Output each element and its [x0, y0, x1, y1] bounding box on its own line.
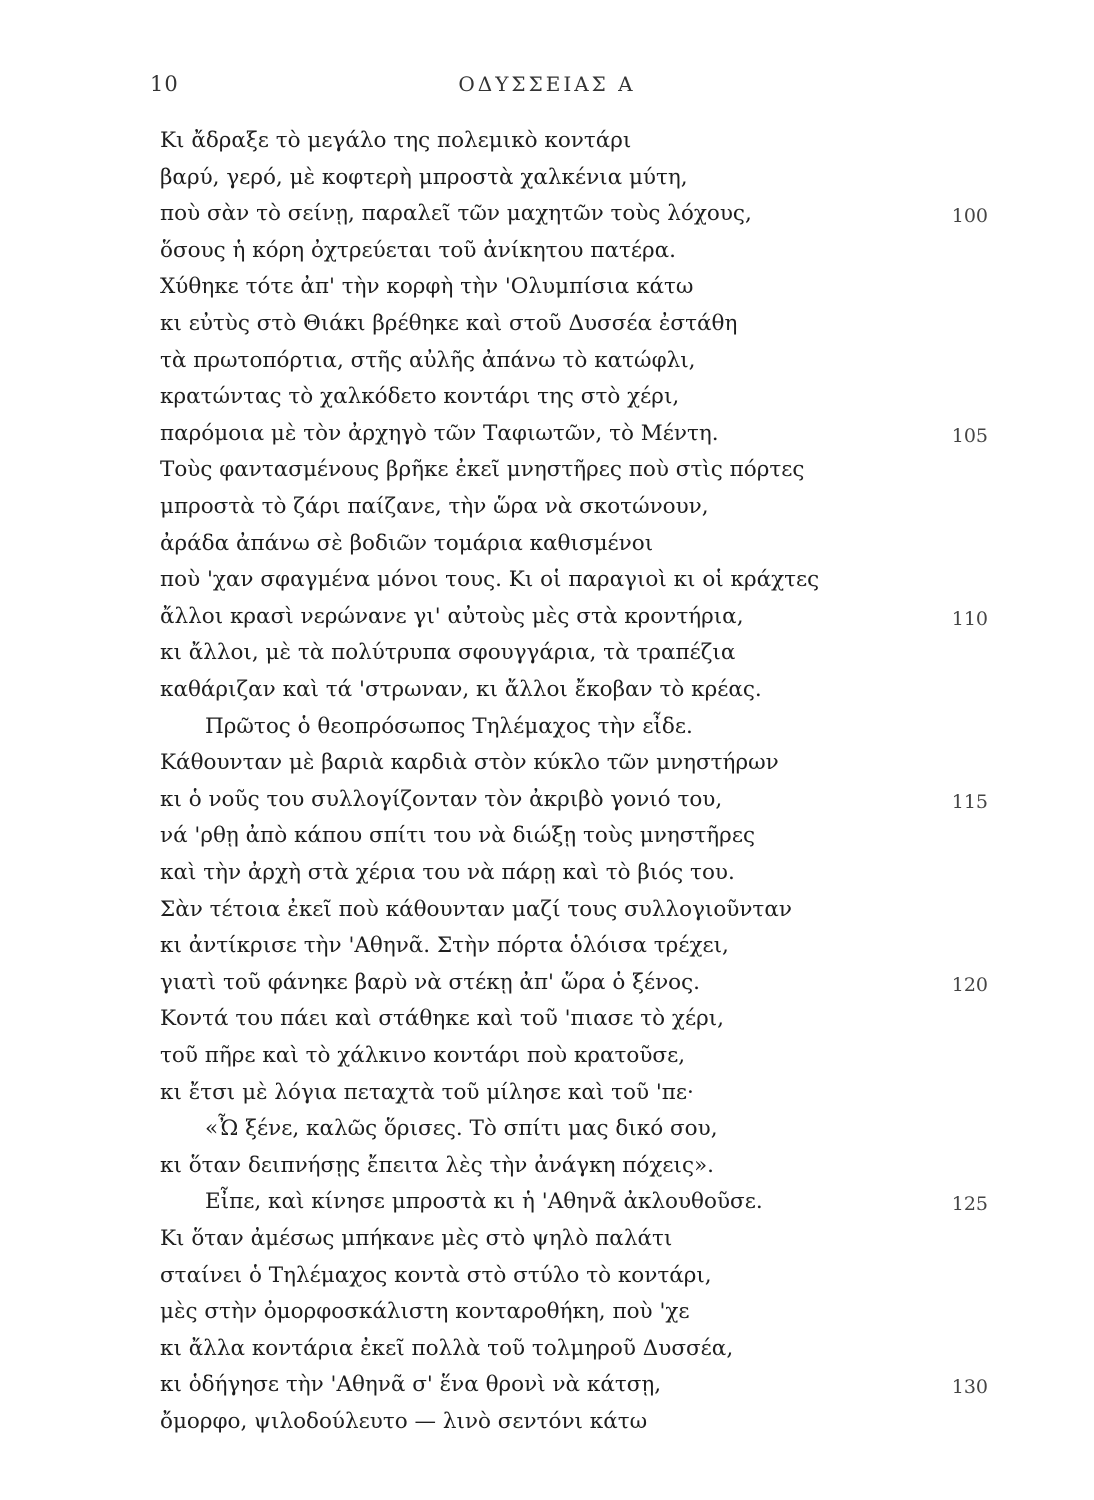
verse-line: βαρύ, γερό, μὲ κοφτερὴ μπροστὰ χαλκένια μύτη,	[160, 164, 688, 190]
verse-line: ἄλλοι κρασὶ νερώνανε γι' αὐτοὺς μὲς στὰ κροντήρια,	[160, 603, 744, 629]
line-number: 100	[951, 205, 988, 228]
verse-line: «Ὦ ξένε, καλῶς ὅρισες. Τὸ σπίτι μας δικό σου,	[205, 1116, 718, 1142]
verse-line: τοῦ πῆρε καὶ τὸ χάλκινο κοντάρι ποὺ κρατοῦσε,	[160, 1043, 686, 1068]
verse-line: κι ἄλλοι, μὲ τὰ πολύτρυπα σφουγγάρια, τὰ τραπέζια	[160, 640, 736, 666]
verse-line: Κοντά του πάει καὶ στάθηκε καὶ τοῦ 'πιασε τὸ χέρι,	[160, 1006, 725, 1032]
verse-line: ὄμορφο, ψιλοδούλευτο — λινὸ σεντόνι κάτω	[160, 1409, 648, 1434]
verse-line: καὶ τὴν ἀρχὴ στὰ χέρια του νὰ πάρῃ καὶ τὸ βιός του.	[160, 860, 735, 885]
verse-line: ποὺ 'χαν σφαγμένα μόνοι τους. Κι οἱ παραγιοὶ κι οἱ κράχτες	[160, 567, 820, 593]
verse-line: Χύθηκε τότε ἀπ' τὴν κορφὴ τὴν 'Ολυμπίσια κάτω	[160, 274, 694, 300]
verse-line: κρατώντας τὸ χαλκόδετο κοντάρι της στὸ χέρι,	[160, 384, 680, 410]
line-number: 105	[951, 424, 988, 447]
verse-line: κι ἔτσι μὲ λόγια πεταχτὰ τοῦ μίλησε καὶ τοῦ 'πε·	[160, 1079, 694, 1105]
verse-line: Κι ὅταν ἀμέσως μπήκανε μὲς στὸ ψηλὸ παλάτι	[160, 1226, 673, 1251]
verse-line: ἀράδα ἀπάνω σὲ βοδιῶν τομάρια καθισμένοι	[160, 530, 654, 556]
verse-line: κι ἄλλα κοντάρια ἐκεῖ πολλὰ τοῦ τολμηροῦ Δυσσέα,	[160, 1335, 734, 1361]
verse-line: νά 'ρθῃ ἀπὸ κάπου σπίτι του νὰ διώξῃ τοὺς μνηστῆρες	[160, 823, 755, 849]
verse-line: μὲς στὴν ὀμορφοσκάλιστη κονταροθήκη, ποὺ 'χε	[160, 1299, 690, 1325]
verse-line: Κι ἄδραξε τὸ μεγάλο της πολεμικὸ κοντάρι	[160, 128, 632, 153]
verse-line: κι ὁ νοῦς του συλλογίζονταν τὸν ἀκριβὸ γονιό του,	[160, 786, 723, 812]
line-number: 125	[951, 1193, 988, 1216]
verse-line: ποὺ σὰν τὸ σείνῃ, παραλεῖ τῶν μαχητῶν τοὺς λόχους,	[160, 201, 752, 227]
line-number: 115	[951, 790, 988, 813]
line-number: 110	[951, 607, 988, 630]
verse-line: Σὰν τέτοια ἐκεῖ ποὺ κάθουνταν μαζί τους συλλογιοῦνταν	[160, 896, 792, 922]
verse-line: Τοὺς φαντασμένους βρῆκε ἐκεῖ μνηστῆρες ποὺ στὶς πόρτες	[160, 457, 805, 483]
page-number: 10	[150, 72, 179, 96]
verse-line: μπροστὰ τὸ ζάρι παίζανε, τὴν ὥρα νὰ σκοτώνουν,	[160, 494, 709, 519]
verse-line: γιατὶ τοῦ φάνηκε βαρὺ νὰ στέκῃ ἀπ' ὥρα ὁ ξένος.	[160, 969, 700, 995]
verse-line: κι ὁδήγησε τὴν 'Αθηνᾶ σ' ἕνα θρονὶ νὰ κάτσῃ,	[160, 1372, 662, 1398]
verse-line: κι εὐτὺς στὸ Θιάκι βρέθηκε καὶ στοῦ Δυσσέα ἐστάθη	[160, 311, 738, 336]
verse-line: κι ὅταν δειπνήσῃς ἔπειτα λὲς τὴν ἀνάγκη πόχεις».	[160, 1152, 715, 1178]
verse-line: καθάριζαν καὶ τά 'στρωναν, κι ἄλλοι ἔκοβαν τὸ κρέας.	[160, 677, 762, 702]
verse-line: Εἶπε, καὶ κίνησε μπροστὰ κι ἡ 'Αθηνᾶ ἀκλουθοῦσε.	[205, 1189, 763, 1215]
verse-line: τὰ πρωτοπόρτια, στῆς αὐλῆς ἀπάνω τὸ κατώφλι,	[160, 347, 696, 373]
verse-line: ὅσους ἡ κόρη ὀχτρεύεται τοῦ ἀνίκητου πατέρα.	[160, 237, 676, 263]
line-number: 130	[951, 1376, 988, 1399]
verse-line: σταίνει ὁ Τηλέμαχος κοντὰ στὸ στύλο τὸ κοντάρι,	[160, 1262, 712, 1288]
verse-line: παρόμοια μὲ τὸν ἀρχηγὸ τῶν Ταφιωτῶν, τὸ Μέντη.	[160, 420, 719, 446]
line-number: 120	[951, 973, 988, 996]
verse-line: Πρῶτος ὁ θεοπρόσωπος Τηλέμαχος τὴν εἶδε.	[205, 713, 693, 739]
running-title: ΟΔΥΣΣΕΙΑΣ Α	[458, 72, 636, 96]
verse-line: Κάθουνταν μὲ βαριὰ καρδιὰ στὸν κύκλο τῶν μνηστήρων	[160, 750, 779, 776]
verse-line: κι ἀντίκρισε τὴν 'Αθηνᾶ. Στὴν πόρτα ὁλόισα τρέχει,	[160, 933, 729, 959]
